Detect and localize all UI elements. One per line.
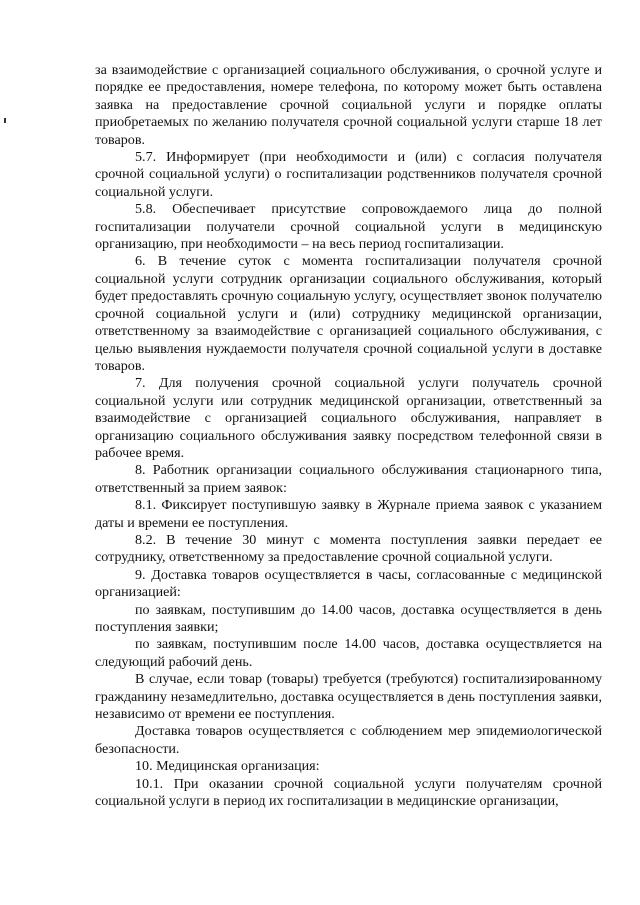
- paragraph-5-7: 5.7. Информирует (при необходимости и (или) с согласия получателя срочной социальной услуги) о госпитализации родственников получателя срочной социальной услуги.: [95, 149, 602, 200]
- paragraph-10: 10. Медицинская организация:: [135, 758, 320, 775]
- document-body: [95, 62, 602, 810]
- paragraph-10-1: 10.1. При оказании срочной социальной услуги получателям срочной социальной услуги в период их госпитализации в медицинские организации,: [95, 775, 602, 810]
- paragraph-9-before-14: по заявкам, поступившим до 14.00 часов, доставка осуществляется в день поступления заявки;: [95, 601, 602, 635]
- paragraph-7: 7. Для получения срочной социальной услуги получатель срочной социальной услуги или сотрудник медицинской организации, ответственный за взаимодействие с организацией социального обслуживания, направляет в организацию социального обслуживания заявку посредством телефонной связи в рабочее время.: [95, 375, 602, 461]
- paragraph-9-after-14: по заявкам, поступившим после 14.00 часов, доставка осуществляется на следующий рабочий день.: [95, 636, 602, 670]
- paragraph-9-urgent: В случае, если товар (товары) требуется (требуются) госпитализированному гражданину незамедлительно, доставка осуществляется в день поступления заявки, независимо от времени ее поступления.: [95, 671, 602, 723]
- paragraph-9: 9. Доставка товаров осуществляется в часы, согласованные с медицинской организацией:: [95, 566, 602, 601]
- paragraph-8: 8. Работник организации социального обслуживания стационарного типа, ответственный за прием заявок:: [95, 462, 602, 496]
- scan-edge-mark: [4, 118, 6, 123]
- paragraph-8-1: 8.1. Фиксирует поступившую заявку в Журнале приема заявок с указанием даты и времени ее поступления.: [95, 497, 602, 531]
- paragraph-5-8: 5.8. Обеспечивает присутствие сопровождаемого лица до полной госпитализации получатели срочной социальной услуги в медицинскую организацию, при необходимости – на весь период госпитализации.: [95, 201, 602, 253]
- paragraph-9-safety: Доставка товаров осуществляется с соблюдением мер эпидемиологической безопасности.: [95, 723, 602, 757]
- paragraph-8-2: 8.2. В течение 30 минут с момента поступления заявки передает ее сотруднику, ответственному за предоставление срочной социальной услуги.: [95, 531, 602, 566]
- paragraph-continuation: за взаимодействие с организацией социального обслуживания, о срочной услуге и порядке ее предоставления, номере телефона, по которому может быть оставлена заявка на предоставление срочной социальной услуги и порядке оплаты приобретаемых по желанию получателя срочной социальной услуги старше 18 лет товаров.: [95, 62, 602, 148]
- paragraph-6: 6. В течение суток с момента госпитализации получателя срочной социальной услуги сотрудник организации социального обслуживания, который будет предоставлять срочную социальную услугу, осуществляет звонок получателю срочной социальной услуги и (или) сотруднику медицинской организации, ответственному за взаимодействие с организацией социального обслуживания, с целью выявления нуждаемости получателя срочной социальной услуги в доставке товаров.: [95, 253, 602, 374]
